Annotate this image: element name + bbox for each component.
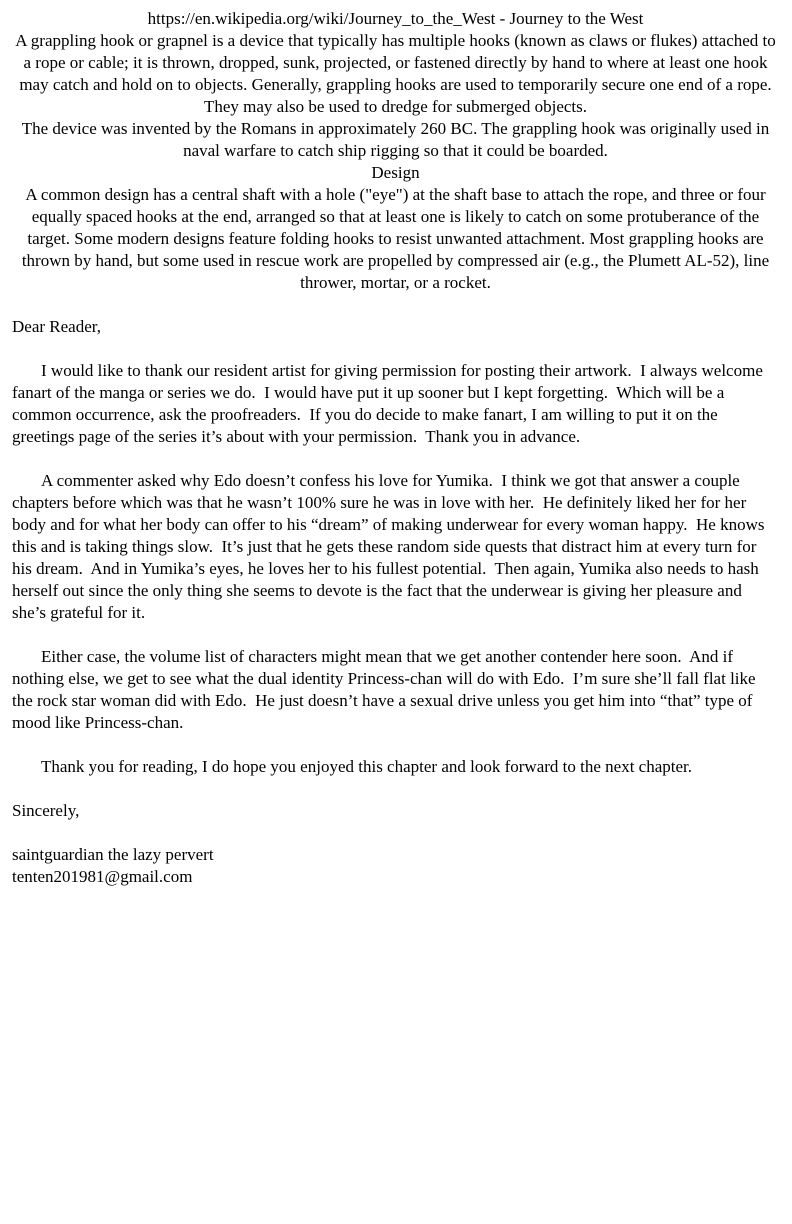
signature-name: saintguardian the lazy pervert [12,845,214,864]
signature-block [12,844,779,888]
letter-paragraph-thank-you: Thank you for reading, I do hope you enjoyed this chapter and look forward to the next chapter. [41,757,692,776]
reader-letter [12,316,779,888]
wiki-excerpt-section [12,8,779,294]
source-url-line: https://en.wikipedia.org/wiki/Journey_to_the_West - Journey to the West [147,9,644,28]
letter-paragraph-thanks-artist: I would like to thank our resident artist for giving permission for posting their artwork. I always welcome fanart of the manga or series we do. I would have put it up sooner but I kept forgetting. Which will be a common occurrence, ask the proofreaders. If you do decide to make fanart, I am willing to put it on the greetings page of the series it’s about with your permission. Thank you in advance. [12,361,768,446]
letter-paragraph-commenter-question: A commenter asked why Edo doesn’t confess his love for Yumika. I think we got that answer a couple chapters before which was that he wasn’t 100% sure he was in love with her. He definitely liked her for her body and for what her body can offer to his “dream” of making underwear for every woman happy. He knows this and is taking things slow. It’s just that he gets these random side quests that distract him at every turn for his dream. And in Yumika’s eyes, he loves her to his fullest potential. Then again, Yumika also needs to hash herself out since the only thing she seems to devote is the fact that the underwear is giving her pleasure and she’s grateful for it. [12,471,769,622]
letter-salutation: Dear Reader, [12,317,101,336]
design-heading: Design [371,163,420,182]
wiki-intro-paragraph: A grappling hook or grapnel is a device that typically has multiple hooks (known as claws or flukes) attached to a rope or cable; it is thrown, dropped, sunk, projected, or fastened directly by hand to where at least one hook may catch and hold on to objects. Generally, grappling hooks are used to temporarily secure one end of a rope. They may also be used to dredge for submerged objects. [15,31,781,116]
wiki-history-paragraph: The device was invented by the Romans in approximately 260 BC. The grappling hook was originally used in naval warfare to catch ship rigging so that it could be boarded. [21,119,774,160]
wiki-design-paragraph: A common design has a central shaft with a hole ("eye") at the shaft base to attach the rope, and three or four equally spaced hooks at the end, arranged so that at least one is likely to catch on some protuberance of the target. Some modern designs feature folding hooks to resist unwanted attachment. Most grappling hooks are thrown by hand, but some used in rescue work are propelled by compressed air (e.g., the Plumett AL-52), line thrower, mortar, or a rocket. [21,185,774,292]
letter-paragraph-volume-characters: Either case, the volume list of characters might mean that we get another contender here soon. And if nothing else, we get to see what the dual identity Princess-chan will do with Edo. I’m sure she’ll fall flat like the rock star woman did with Edo. He just doesn’t have a sexual drive unless you get him into “that” type of mood like Princess-chan. [12,647,760,732]
letter-closing: Sincerely, [12,801,80,820]
signature-email: tenten201981@gmail.com [12,867,193,886]
